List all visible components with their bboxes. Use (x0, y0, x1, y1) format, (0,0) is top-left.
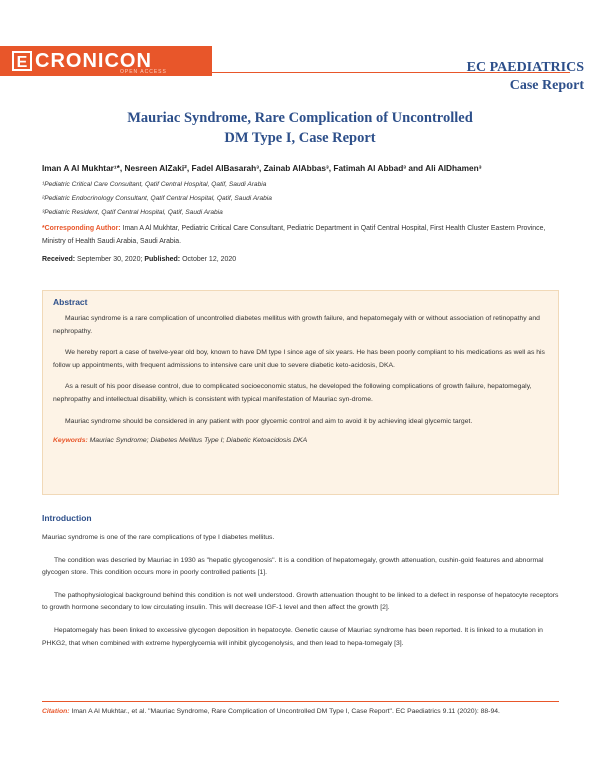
citation-label: Citation: (42, 708, 70, 715)
title-line-2: DM Type I, Case Report (224, 130, 376, 146)
abstract-heading: Abstract (53, 297, 88, 307)
citation-text: Iman A Al Mukhtar., et al. "Mauriac Syndrome, Rare Complication of Uncontrolled DM Type I, Case Report". EC Paediatrics 9.11 (2020): 88-94. (69, 708, 500, 715)
corresponding-author (42, 223, 562, 248)
published-date: October 12, 2020 (180, 256, 237, 263)
author-list: Iman A Al Mukhtar¹*, Nesreen AlZaki², Fadel AlBasarah³, Zainab AlAbbas³, Fatimah Al Abbad³ and Ali AlDhamen³ (42, 163, 482, 173)
corresponding-text: Iman A Al Mukhtar, Pediatric Critical Care Consultant, Pediatric Department in Qatif Central Hospital, First Health Cluster Eastern Province, Ministry of Health Saudi Arabia, Saudi Arabia. (42, 225, 546, 245)
introduction-body (42, 532, 560, 660)
abstract-paragraph: As a result of his poor disease control, due to complicated socioeconomic status, he developed the following complications of growth failure, hepatomegaly, nephropathy and intellectual disability, which is consistent with typical manifestation of Mauriac syn-drome. (53, 383, 532, 403)
citation (42, 706, 559, 719)
logo-name: CRONICON (35, 49, 152, 72)
received-date: September 30, 2020; (75, 256, 143, 263)
body-paragraph: The pathophysiological background behind this condition is not well understood. Growth attenuation thought to be linked to a defect in response of hepatocyte receptors to growth hormone secondary to low circulating insulin. This will decrease IGF-1 level and then affect the growth [2]. (42, 591, 559, 612)
article-title (0, 108, 600, 148)
title-line-1: Mauriac Syndrome, Rare Complication of Uncontrolled (127, 110, 473, 126)
received-label: Received: (42, 256, 76, 263)
logo-subtitle: OPEN ACCESS (120, 69, 167, 75)
introduction-heading: Introduction (42, 513, 92, 523)
cronicon-logo (0, 46, 212, 76)
journal-name: EC PAEDIATRICS (466, 60, 584, 75)
body-paragraph: The condition was descried by Mauriac in 1930 as "hepatic glycogenosis". It is a condition of hepatomegaly, growth attenuation, cushin-goid features and abnormal glycogen store. This condition occurs more in poorly controlled patients [1]. (42, 556, 544, 577)
keywords-label: Keywords: (53, 437, 88, 445)
abstract-paragraph: Mauriac syndrome should be considered in any patient with poor glycemic control and aim to avoid it by achieving ideal glycemic target. (65, 417, 473, 425)
affiliation: ²Pediatric Endocrinology Consultant, Qatif Central Hospital, Qatif, Saudi Arabia (42, 195, 272, 202)
body-paragraph: Hepatomegaly has been linked to excessive glycogen deposition in hepatocyte. Genetic cause of Mauriac syndrome has been reported. It is linked to a mutation in PHKG2, that when combined with extreme hyperglycemia will inhibit glycogenolysis, and then lead to hepa-tomegaly [3]. (42, 626, 543, 647)
logo-e-icon: E (12, 51, 32, 71)
body-paragraph: Mauriac syndrome is one of the rare complications of type I diabetes mellitus. (42, 534, 275, 541)
abstract-box (42, 290, 559, 495)
abstract-paragraph: Mauriac syndrome is a rare complication of uncontrolled diabetes mellitus with growth failure, and hepatomegaly with or without association of retinopathy and nephropathy. (53, 315, 540, 335)
keywords (53, 437, 548, 444)
affiliation: ¹Pediatric Critical Care Consultant, Qatif Central Hospital, Qatif, Saudi Arabia (42, 181, 267, 188)
footer-rule (42, 701, 559, 702)
corresponding-label: *Corresponding Author: (42, 225, 121, 232)
abstract-paragraph: We hereby report a case of twelve-year old boy, known to have DM type I since age of six years. He has been poorly compliant to his medications as well as his follow up appointments, with frequent admissions to intensive care unit due to severe diabetic keto-acidosis, DKA. (53, 349, 545, 369)
content-type: Case Report (509, 78, 584, 93)
keywords-text: Mauriac Syndrome; Diabetes Mellitus Type I; Diabetic Ketoacidosis DKA (87, 437, 308, 445)
article-dates (42, 256, 236, 263)
affiliation: ³Pediatric Resident, Qatif Central Hospital, Qatif, Saudi Arabia (42, 209, 223, 216)
page-header (0, 0, 600, 100)
published-label: Published: (142, 256, 181, 263)
